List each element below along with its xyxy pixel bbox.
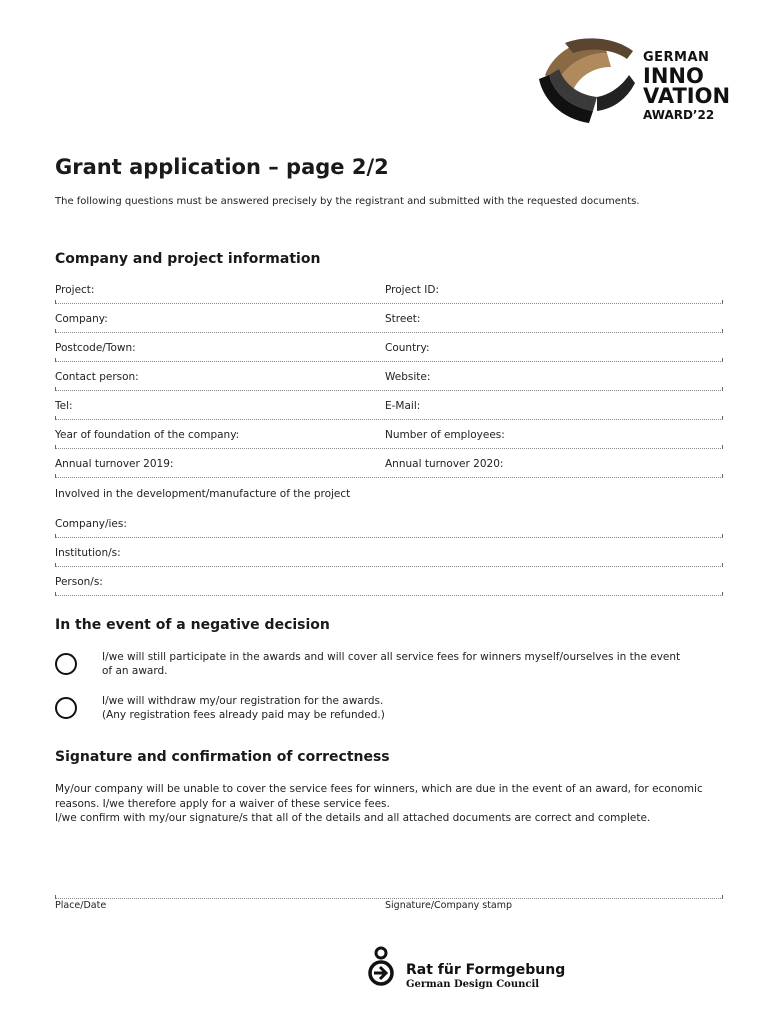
field-label: Website: xyxy=(385,371,431,383)
place-date-label: Place/Date xyxy=(55,900,107,911)
field-label: Year of foundation of the company: xyxy=(55,429,240,441)
field-label: Country: xyxy=(385,342,430,354)
option-withdraw xyxy=(102,694,385,722)
intro-text: The following questions must be answered precisely by the registrant and submitted with the requested documents. xyxy=(55,196,640,207)
field-label: Postcode/Town: xyxy=(55,342,136,354)
field-company[interactable] xyxy=(55,313,723,327)
field-label: Tel: xyxy=(55,400,73,412)
field-label: Institution/s: xyxy=(55,547,121,559)
signature-line[interactable] xyxy=(55,898,723,899)
field-label: Project ID: xyxy=(385,284,439,296)
award-line-2: INNO xyxy=(643,64,704,88)
field-contact-person[interactable] xyxy=(55,371,723,385)
field-postcode-town[interactable] xyxy=(55,342,723,356)
award-line-3: VATION xyxy=(643,84,731,108)
signature-stamp-label: Signature/Company stamp xyxy=(385,900,513,911)
field-label: Company/ies: xyxy=(55,518,127,530)
paragraph-line: reasons. I/we therefore apply for a waiver of these service fees. xyxy=(55,797,390,810)
field-project[interactable] xyxy=(55,284,723,298)
rat-fuer-formgebung-emblem-icon xyxy=(368,946,402,990)
paragraph-line: I/we confirm with my/our signature/s that all of the details and all attached documents are correct and complete. xyxy=(55,812,651,824)
option-text-line: of an award. xyxy=(102,665,168,677)
field-foundation-year[interactable] xyxy=(55,429,723,443)
signature-line-tick xyxy=(722,895,723,899)
section-heading-signature: Signature and confirmation of correctness xyxy=(55,749,390,765)
award-line-1: GERMAN xyxy=(643,50,710,65)
field-tel[interactable] xyxy=(55,400,723,414)
field-persons[interactable] xyxy=(55,576,723,590)
page-title: Grant application – page 2/2 xyxy=(55,155,389,179)
field-label: E-Mail: xyxy=(385,400,421,412)
field-label: Person/s: xyxy=(55,576,103,588)
involved-label: Involved in the development/manufacture of the project xyxy=(55,488,351,500)
signature-line-tick xyxy=(55,895,56,899)
field-label: Contact person: xyxy=(55,371,139,383)
field-label: Annual turnover 2020: xyxy=(385,458,504,470)
footer-org-name: Rat für Formgebung xyxy=(406,962,566,978)
field-label: Project: xyxy=(55,284,95,296)
field-companies[interactable] xyxy=(55,518,723,532)
field-label: Street: xyxy=(385,313,421,325)
field-label: Number of employees: xyxy=(385,429,505,441)
award-wordmark xyxy=(643,51,730,121)
option-text-line: (Any registration fees already paid may be refunded.) xyxy=(102,709,385,721)
option-text-line: I/we will withdraw my/our registration for the awards. xyxy=(102,695,384,707)
field-label: Company: xyxy=(55,313,108,325)
section-heading-negative: In the event of a negative decision xyxy=(55,617,330,633)
field-institutions[interactable] xyxy=(55,547,723,561)
award-line-4: AWARD’22 xyxy=(643,108,715,122)
footer-org-subtitle: German Design Council xyxy=(406,979,540,990)
german-innovation-award-logo xyxy=(535,35,735,127)
rat-fuer-formgebung-logo xyxy=(368,946,568,990)
section-heading-company: Company and project information xyxy=(55,251,321,267)
signature-paragraph xyxy=(55,782,703,826)
innovation-award-wave-icon xyxy=(535,35,640,127)
option-text-line: I/we will still participate in the awards and will cover all service fees for winners myself/ourselves in the event xyxy=(102,651,681,663)
paragraph-line: My/our company will be unable to cover the service fees for winners, which are due in the event of an award, for economic xyxy=(55,783,703,795)
radio-withdraw[interactable] xyxy=(55,697,77,719)
field-label: Annual turnover 2019: xyxy=(55,458,174,470)
option-still-participate xyxy=(102,650,680,678)
radio-still-participate[interactable] xyxy=(55,653,77,675)
field-annual-turnover[interactable] xyxy=(55,458,723,472)
